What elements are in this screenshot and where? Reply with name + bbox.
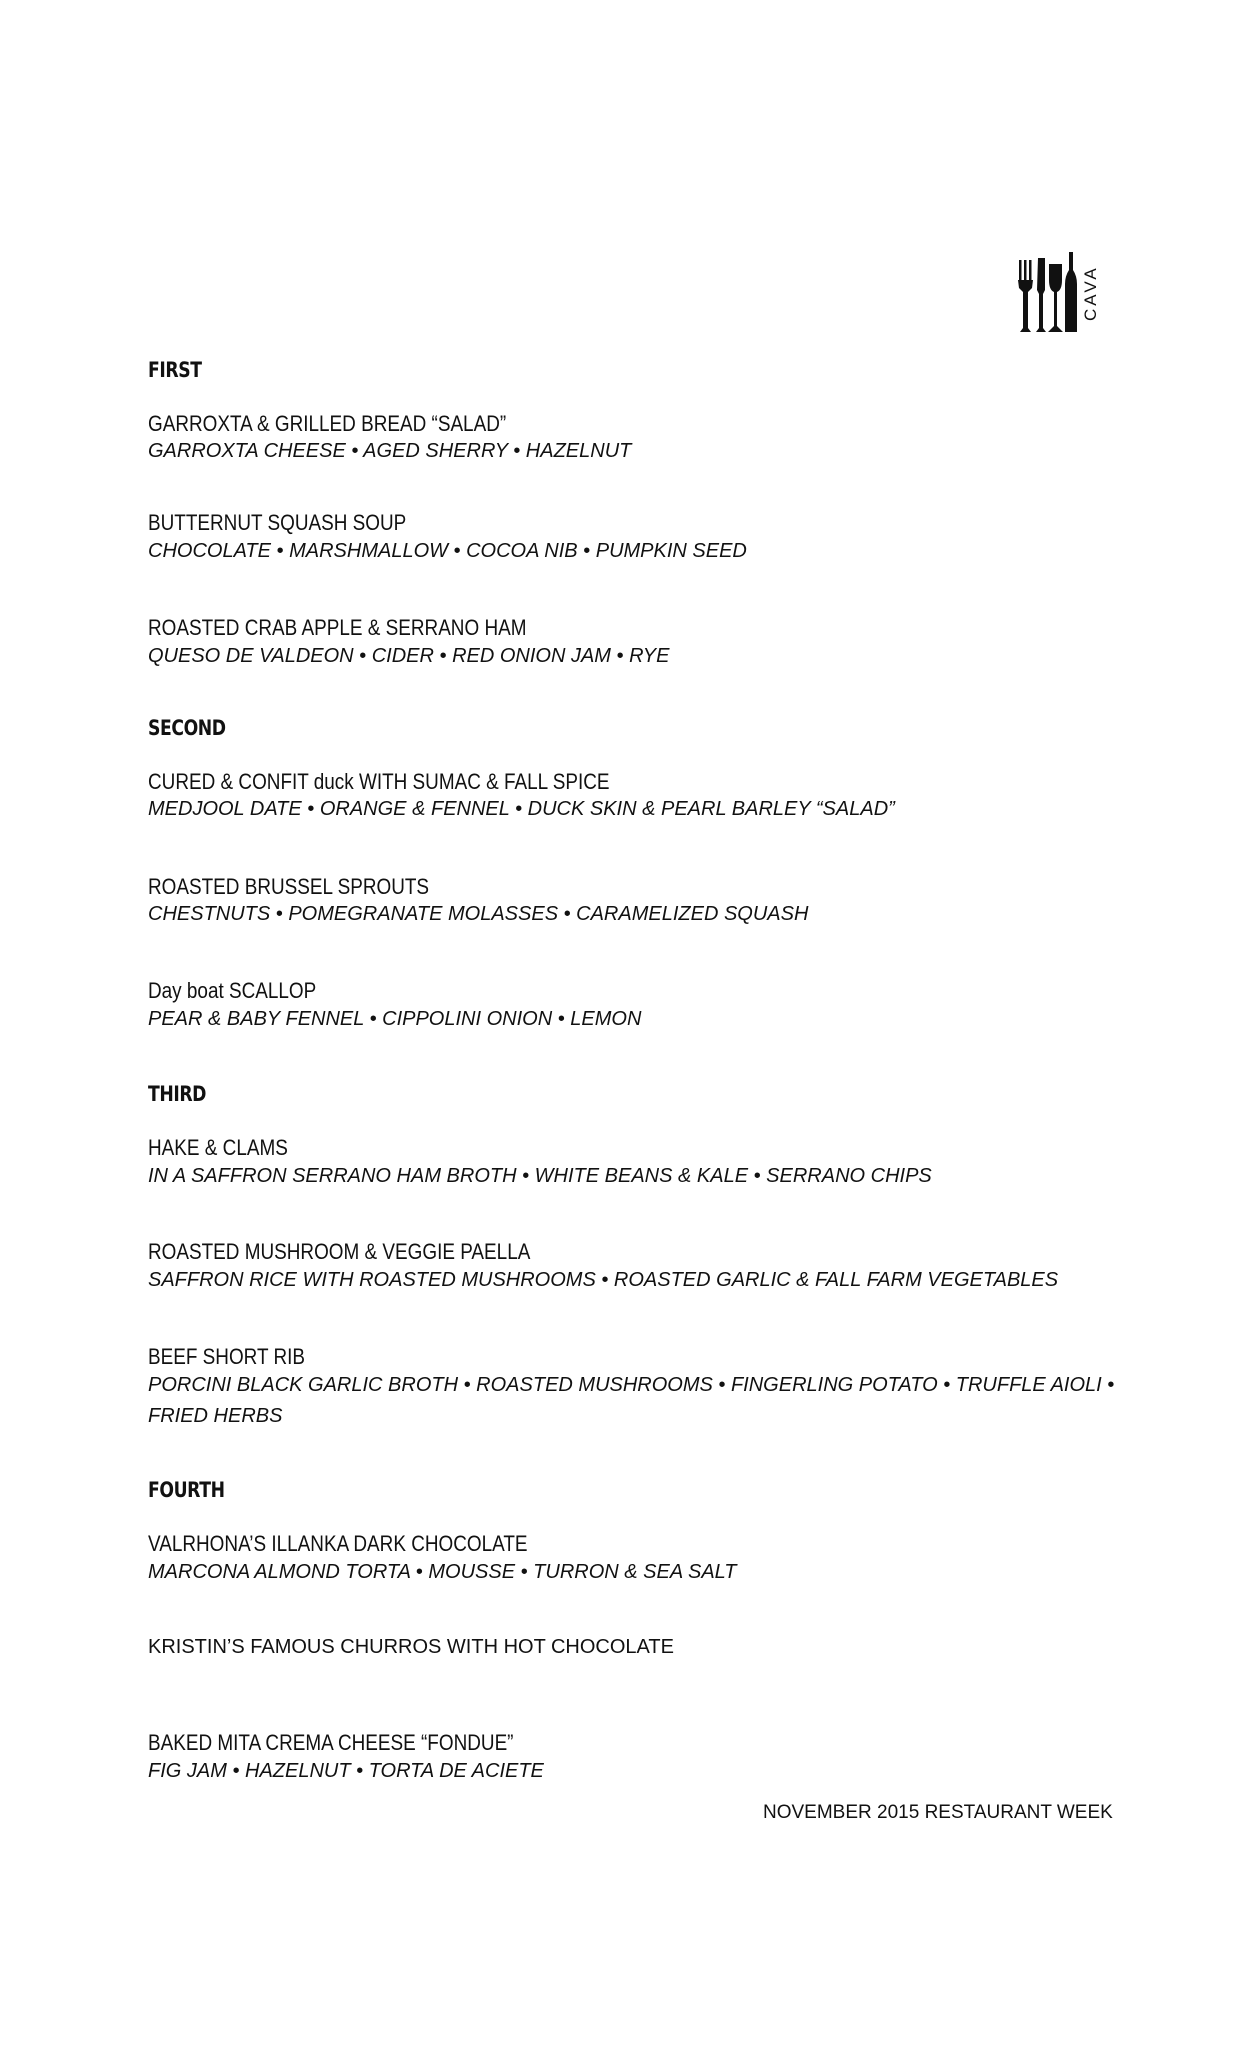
dish-description: MEDJOOL DATE • ORANGE & FENNEL • DUCK SKIN & PEARL BARLEY “SALAD” [148,798,895,820]
course-heading: FOURTH [148,1478,225,1502]
dish-title: CURED & CONFIT duck WITH SUMAC & FALL SPICE [148,769,610,794]
dish-title: KRISTIN’S FAMOUS CHURROS WITH HOT CHOCOLATE [148,1636,674,1658]
dish-title: BAKED MITA CREMA CHEESE “FONDUE” [148,1730,514,1755]
dish-title: ROASTED MUSHROOM & VEGGIE PAELLA [148,1239,531,1264]
dish-description: PEAR & BABY FENNEL • CIPPOLINI ONION • LEMON [148,1008,642,1030]
course-heading: SECOND [148,716,226,740]
dish-description: IN A SAFFRON SERRANO HAM BROTH • WHITE BEANS & KALE • SERRANO CHIPS [148,1165,932,1187]
dish-description: FIG JAM • HAZELNUT • TORTA DE ACIETE [148,1760,544,1782]
dish-description: FRIED HERBS [148,1405,283,1427]
dish-description: CHESTNUTS • POMEGRANATE MOLASSES • CARAMELIZED SQUASH [148,903,809,925]
cava-logo [1007,250,1099,336]
dish-title: Day boat SCALLOP [148,978,317,1003]
dish-description: MARCONA ALMOND TORTA • MOUSSE • TURRON & SEA SALT [148,1561,737,1583]
dish-description: PORCINI BLACK GARLIC BROTH • ROASTED MUSHROOMS • FINGERLING POTATO • TRUFFLE AIOLI • [148,1374,1115,1396]
dish-description: SAFFRON RICE WITH ROASTED MUSHROOMS • ROASTED GARLIC & FALL FARM VEGETABLES [148,1269,1059,1291]
footer-note: NOVEMBER 2015 RESTAURANT WEEK [763,1802,1113,1823]
dish-title: ROASTED CRAB APPLE & SERRANO HAM [148,615,527,640]
dish-title: ROASTED BRUSSEL SPROUTS [148,874,430,899]
dish-description: GARROXTA CHEESE • AGED SHERRY • HAZELNUT [148,440,632,462]
course-heading: FIRST [148,358,202,382]
cava-logo-text: CAVA [1081,265,1100,321]
dish-title: BUTTERNUT SQUASH SOUP [148,510,407,535]
dish-description: CHOCOLATE • MARSHMALLOW • COCOA NIB • PUMPKIN SEED [148,540,747,562]
dish-title: GARROXTA & GRILLED BREAD “SALAD” [148,411,507,436]
dish-title: HAKE & CLAMS [148,1135,288,1160]
course-heading: THIRD [148,1082,207,1106]
dish-title: BEEF SHORT RIB [148,1344,306,1369]
dish-description: QUESO DE VALDEON • CIDER • RED ONION JAM • RYE [148,645,670,667]
dish-title: VALRHONA’S ILLANKA DARK CHOCOLATE [148,1531,528,1556]
